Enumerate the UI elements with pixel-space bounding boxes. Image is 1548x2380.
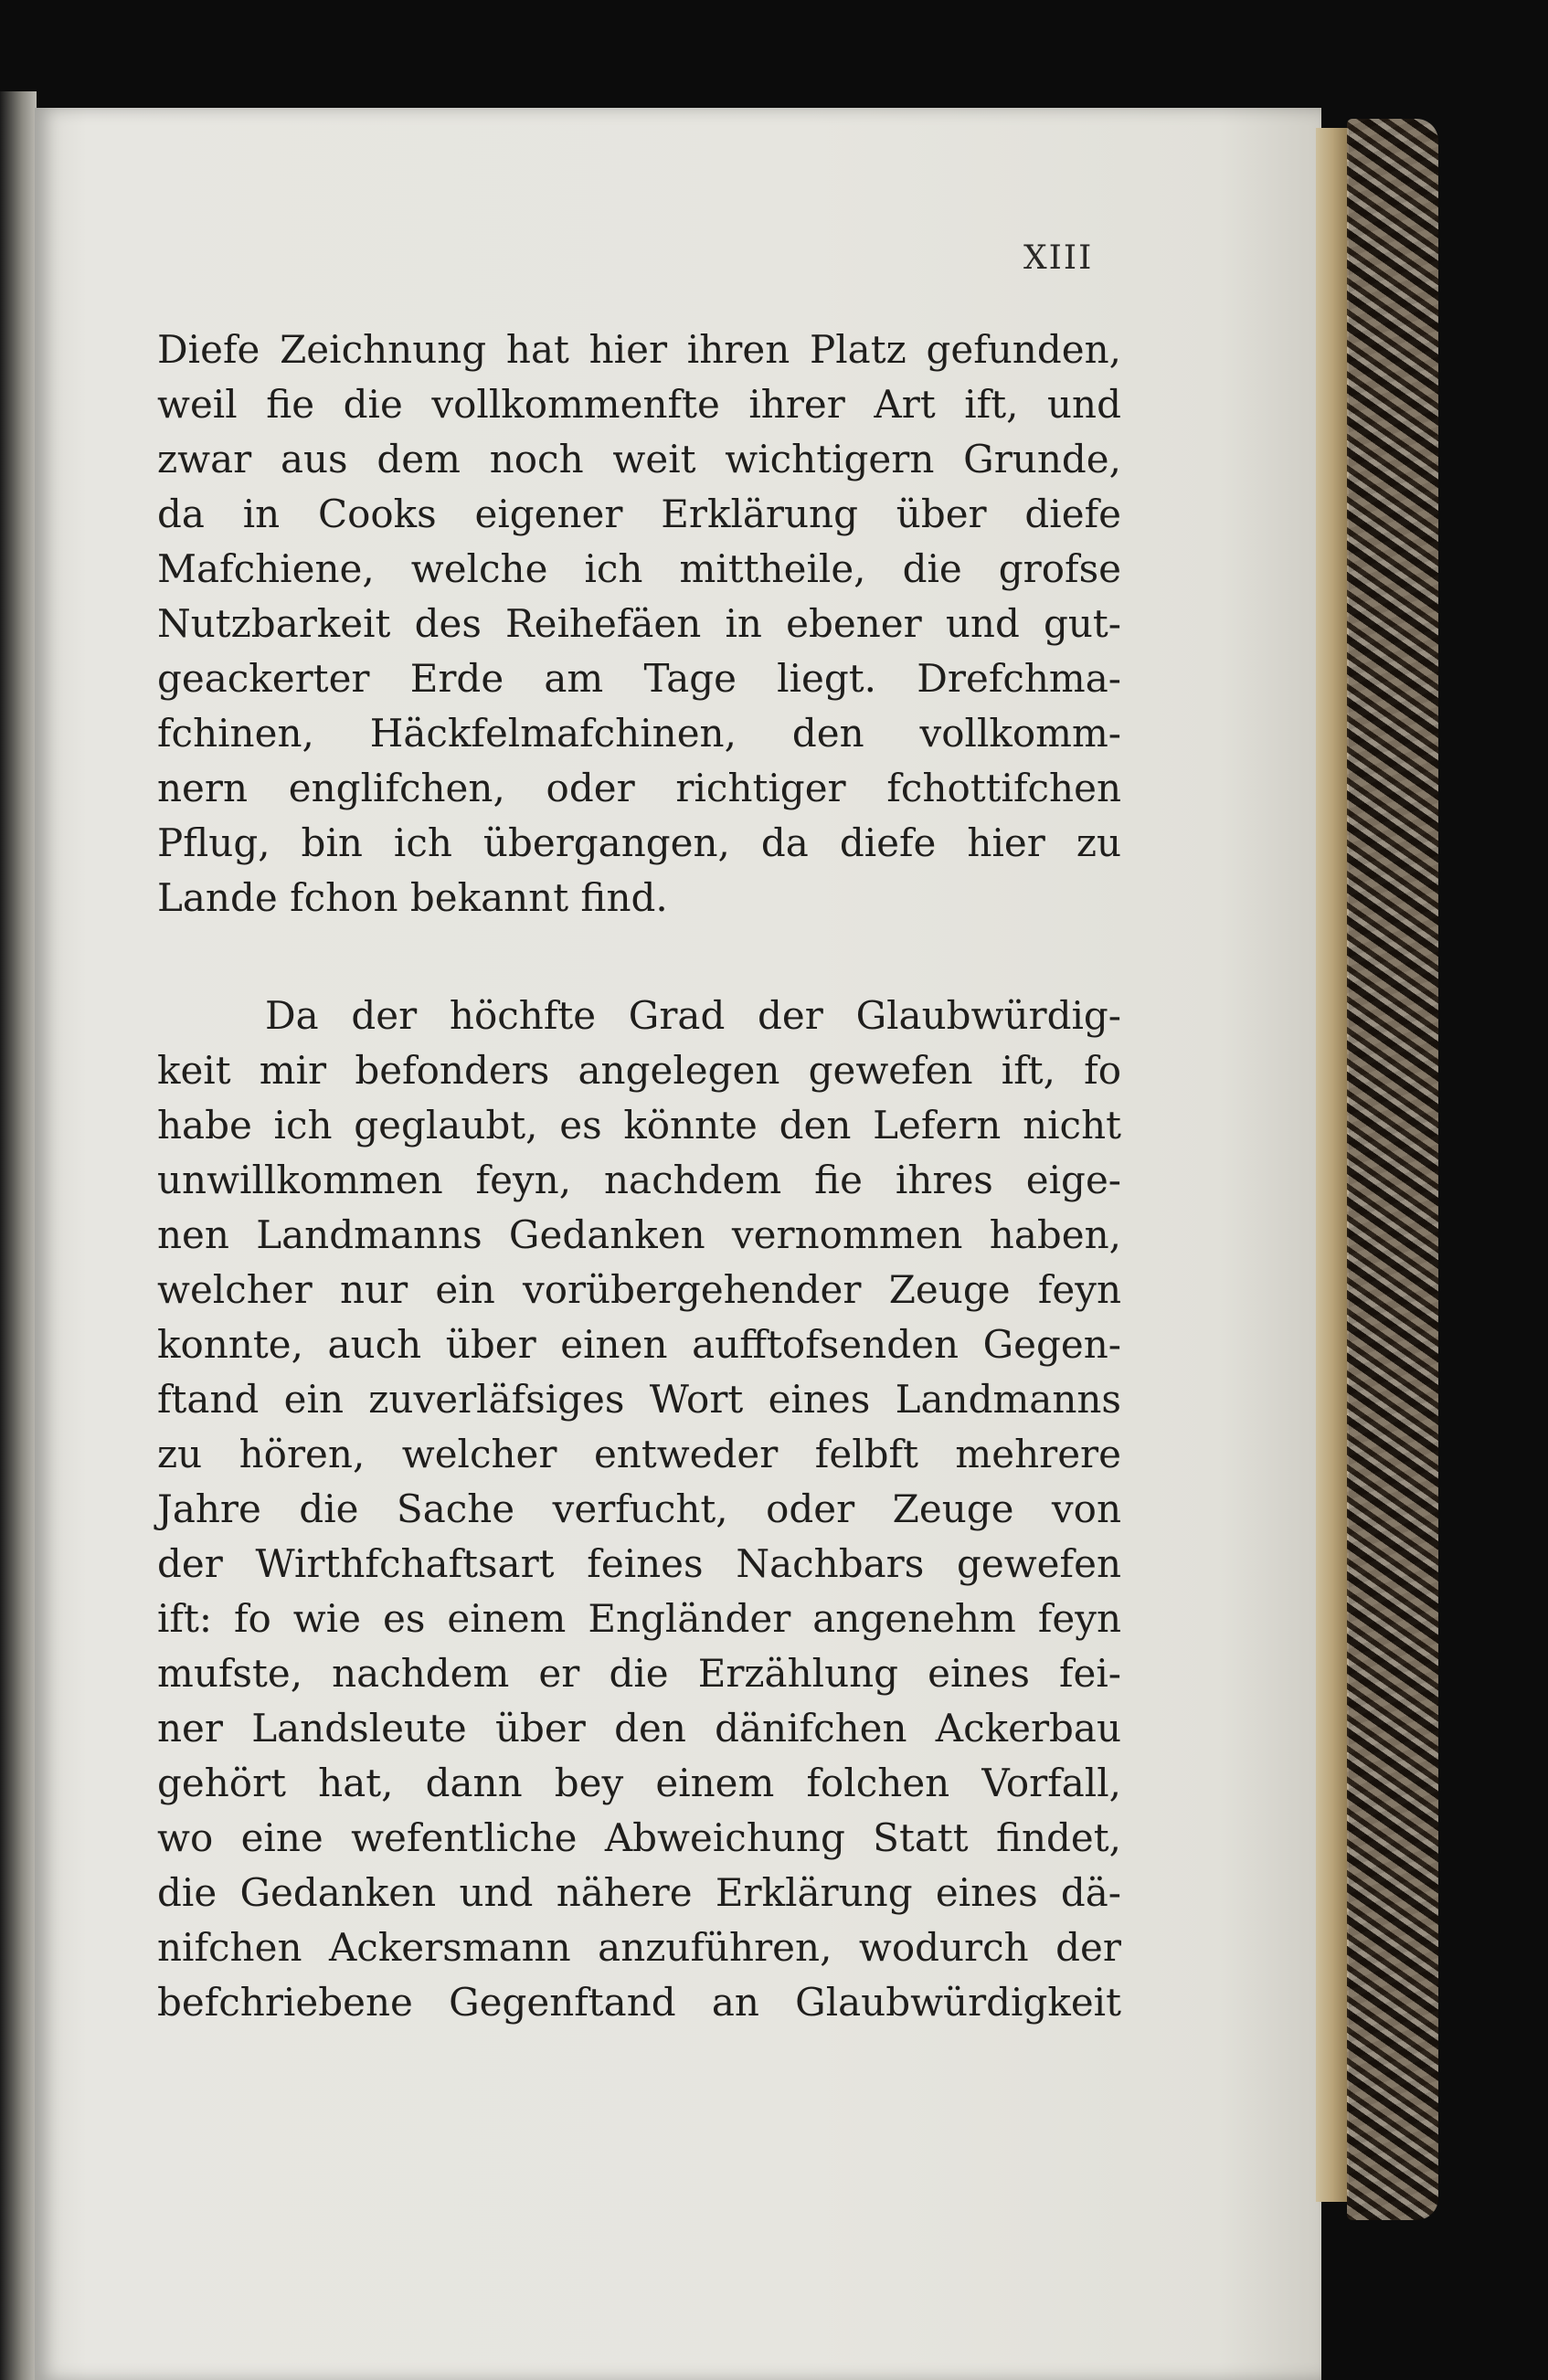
text-line: da in Cooks eigener Erklärung über diefe (157, 492, 1121, 536)
paragraph-2 (157, 989, 1121, 2030)
text-line: Da der höchfte Grad der Glaubwürdig- (265, 993, 1121, 1038)
text-line: Nutzbarkeit des Reihefäen in ebener und gut- (157, 601, 1121, 646)
text-line: wo eine wefentliche Abweichung Statt findet, (157, 1815, 1121, 1860)
text-line: gehört hat, dann bey einem folchen Vorfall, (157, 1761, 1121, 1805)
text-line: ift: fo wie es einem Engländer angenehm feyn (157, 1596, 1121, 1641)
text-line: die Gedanken und nähere Erklärung eines dä- (157, 1870, 1121, 1915)
text-line: Lande fchon bekannt find. (157, 875, 668, 920)
text-line: zwar aus dem noch weit wichtigern Grunde, (157, 437, 1121, 481)
text-line: ner Landsleute über den dänifchen Ackerbau (157, 1706, 1121, 1751)
page-fore-edge (1316, 128, 1349, 2202)
text-line: weil fie die vollkommenfte ihrer Art ift, und (157, 382, 1121, 427)
text-line: habe ich geglaubt, es könnte den Lefern nicht (157, 1103, 1121, 1148)
text-line: befchriebene Gegenftand an Glaubwürdigkeit (157, 1980, 1121, 2025)
text-line: keit mir befonders angelegen gewefen ift, fo (157, 1048, 1121, 1093)
text-line: konnte, auch über einen aufftofsenden Gegen- (157, 1322, 1121, 1367)
text-line: nifchen Ackersmann anzuführen, wodurch der (157, 1925, 1121, 1970)
text-line: mufste, nachdem er die Erzählung eines fei- (157, 1651, 1121, 1696)
text-line: Diefe Zeichnung hat hier ihren Platz gefunden, (157, 327, 1121, 372)
text-line: nen Landmanns Gedanken vernommen haben, (157, 1212, 1121, 1257)
text-line: geackerter Erde am Tage liegt. Drefchma- (157, 656, 1121, 701)
text-line: Pflug, bin ich übergangen, da diefe hier zu (157, 820, 1121, 865)
text-line: Jahre die Sache verfucht, oder Zeuge von (157, 1486, 1121, 1531)
text-line: fchinen, Häckfelmafchinen, den vollkomm- (157, 711, 1121, 756)
text-line: zu hören, welcher entweder felbft mehrere (157, 1432, 1121, 1476)
text-line: welcher nur ein vorübergehender Zeuge feyn (157, 1267, 1121, 1312)
page-number: XIII (1023, 239, 1094, 277)
text-line: der Wirthfchaftsart feines Nachbars gewefen (157, 1541, 1121, 1586)
paragraph-1 (157, 323, 1121, 926)
text-line: nern englifchen, oder richtiger fchottifchen (157, 766, 1121, 810)
text-line: ftand ein zuverläfsiges Wort eines Landmanns (157, 1377, 1121, 1422)
facing-page-edge (0, 91, 37, 2380)
text-line: Mafchiene, welche ich mittheile, die grofse (157, 546, 1121, 591)
marbled-book-edge (1347, 119, 1438, 2220)
text-line: unwillkommen feyn, nachdem fie ihres eige- (157, 1158, 1121, 1202)
